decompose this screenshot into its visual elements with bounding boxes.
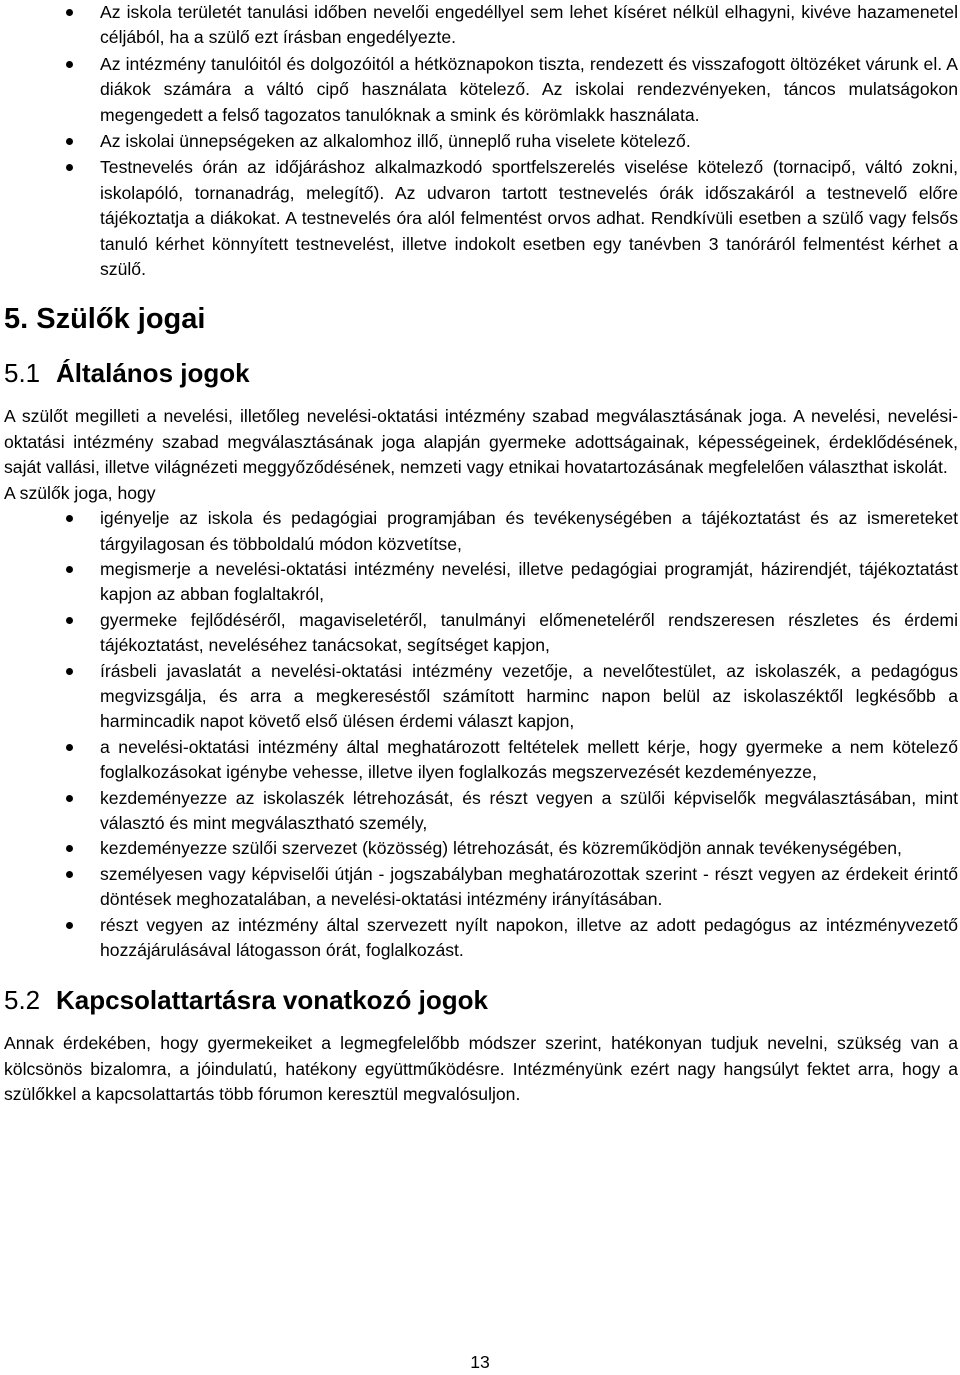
list-item [4,557,958,608]
paragraph: A szülőt megilleti a nevelési, illetőleg nevelési-oktatási intézmény szabad megválasztásának joga. A nevelési, nevelési-oktatási intézmény szabad megválasztásának joga alapján gyermeke adottságainak, képességeinek, érdeklődésének, saját vallási, illetve világnézeti meggyőződésének, nemzeti vagy etnikai hovatartozásának megfelelően választhat iskolát. [4,406,958,478]
list-item-text: kezdeményezze az iskolaszék létrehozását, és részt vegyen a szülői képviselők megválasztásában, mint választó és mint megválasztható személy, [100,787,958,833]
list-item [4,608,958,659]
list-item [4,52,958,128]
dress-code-list [4,0,958,282]
page-number: 13 [470,1352,490,1372]
list-item [4,659,958,735]
list-item [4,786,958,837]
list-item-text: igényelje az iskola és pedagógiai programjában és tevékenységében a tájékoztatást és az ismereteket tárgyilagosan és többoldalú módon közvetítse, [100,508,958,554]
bullet-icon [66,566,73,573]
list-item [4,913,958,964]
section-5-1-heading [4,356,958,390]
list-item-text: részt vegyen az intézmény által szervezett nyílt napokon, illetve az adott pedagógus az intézményvezető hozzájárulásával látogasson órát, foglalkozást. [100,914,958,960]
list-item [4,735,958,786]
list-item [4,862,958,913]
bullet-icon [66,61,73,68]
section-5-heading: 5. Szülők jogai [4,303,206,336]
parent-rights-list [4,506,958,963]
bullet-icon [66,922,73,929]
document-page [4,0,958,1108]
list-item [4,129,958,154]
bullet-icon [66,617,73,624]
section-5-2-heading [4,983,958,1017]
paragraph: Annak érdekében, hogy gyermekeiket a legmegfelelőbb módszer szerint, hatékonyan tudjuk nevelni, szükség van a kölcsönös bizalomra, a jóindulatú, hatékony együttműködésre. Intézményünk ezért nagy hangsúlyt fektet arra, hogy a szülőkkel a kapcsolattartás több fórumon keresztül megvalósuljon. [4,1033,958,1105]
list-item-text: Testnevelés órán az időjáráshoz alkalmazkodó sportfelszerelés viselése kötelező (tornacipő, váltó zokni, iskolapóló, tornanadrág, melegítő). Az udvaron tartott testnevelés órák időszakáról a testnevelő előre tájékoztatja a diákokat. A testnevelés óra alól felmentést orvos adhat. Rendkívüli esetben a szülő vagy felsős tanuló kérhet könnyített testnevelést, illetve indokolt esetben egy tanévben 3 tanóráról felmentést kérhet a szülő. [100,157,958,280]
paragraph: A szülők joga, hogy [4,482,156,503]
list-item-text: írásbeli javaslatát a nevelési-oktatási intézmény vezetője, a nevelőtestület, az iskolaszék, a pedagógus megvizsgálja, és arra a megkereséstől számított harminc napon belül az iskolaszéktől legkésőbb a harmincadik napot követő első ülésen érdemi választ kapjon, [100,660,958,732]
list-item [4,155,958,282]
list-item-text: gyermeke fejlődéséről, magaviseletéről, tanulmányi előmeneteléről rendszeresen részletes és érdemi tájékoztatást, neveléséhez tanácsokat, segítséget kapjon, [100,609,958,656]
list-item-text: személyesen vagy képviselői útján - jogszabályban meghatározottak szerint - részt vegyen az érdekeit érintő döntések meghozatalában, a nevelési-oktatási intézmény irányításában. [100,863,958,910]
bullet-icon [66,138,73,145]
list-item-text: a nevelési-oktatási intézmény által meghatározott feltételek mellett kérje, hogy gyermeke a nem kötelező foglalkozásokat igénybe vehesse, illetve ilyen foglalkozás megszervezését kezdeményezze, [100,736,958,783]
list-item-text: kezdeményezze szülői szervezet (közösség) létrehozását, és közreműködjön annak tevékenységében, [100,838,902,859]
bullet-icon [66,795,73,802]
list-item-text: Az intézmény tanulóitól és dolgozóitól a hétköznapokon tiszta, rendezett és visszafogott öltözéket várunk el. A diákok számára a váltó cipő használata kötelező. Az iskolai rendezvényeken, táncos mulatságokon megengedett a felső tagozatos tanulóknak a smink és körömlakk használata. [100,53,958,125]
list-item-text: Az iskolai ünnepségeken az alkalomhoz illő, ünneplő ruha viselete kötelező. [100,131,691,152]
bullet-icon [66,871,73,878]
section-number: 5.1 [4,358,41,389]
list-item [4,506,958,557]
list-item [4,0,958,51]
section-number: 5.2 [4,985,41,1016]
bullet-icon [66,668,73,675]
bullet-icon [66,744,73,751]
bullet-icon [66,164,73,171]
section-title: Kapcsolattartásra vonatkozó jogok [56,985,488,1016]
bullet-icon [66,9,73,16]
bullet-icon [66,515,73,522]
list-item [4,836,958,861]
list-item-text: Az iskola területét tanulási időben nevelői engedéllyel sem lehet kíséret nélkül elhagyni, kivéve hazamenetel céljából, ha a szülő ezt írásban engedélyezte. [100,2,958,48]
section-title: Általános jogok [56,358,250,389]
bullet-icon [66,845,73,852]
list-item-text: megismerje a nevelési-oktatási intézmény nevelési, illetve pedagógiai programját, házirendjét, tájékoztatást kapjon az abban foglaltakról, [100,558,958,605]
